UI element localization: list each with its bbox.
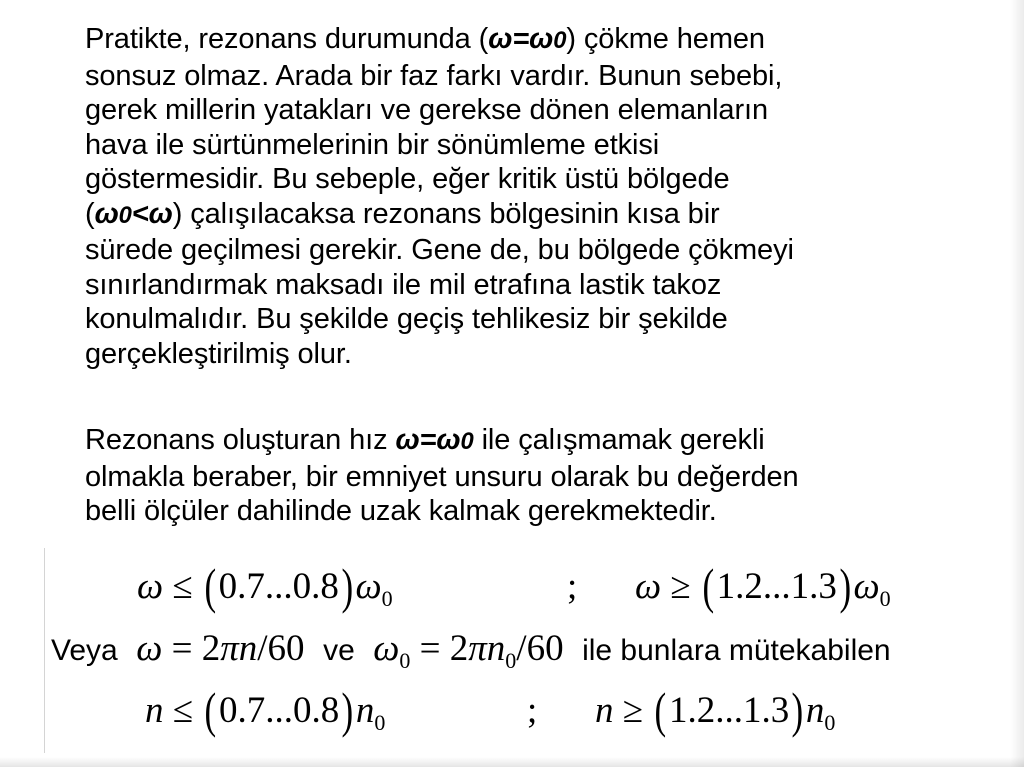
text-segment: Rezonans oluşturan hız bbox=[85, 424, 396, 456]
text-line: gerçekleştirilmiş olur. bbox=[85, 337, 352, 370]
omega-equals-omega0-symbol bbox=[488, 23, 566, 55]
text-segment: ) çökme hemen bbox=[566, 23, 765, 55]
formula-word: ile bunlara mütekabilen bbox=[582, 634, 891, 667]
formula-variable: n bbox=[238, 628, 258, 669]
formula-variable: π bbox=[220, 628, 239, 669]
formula-operator: ≤ bbox=[163, 566, 202, 607]
text-line: gerek millerin yatakları ve gerekse dönen elemanların bbox=[85, 94, 768, 126]
formula-subscript: 0 bbox=[879, 586, 891, 611]
text-segment: ( bbox=[85, 197, 95, 230]
formula-lhs bbox=[137, 558, 393, 614]
formula-separator: ; bbox=[567, 566, 578, 607]
omega-equals-omega0-symbol bbox=[395, 424, 473, 456]
formula-range: 0.7...0.8 bbox=[218, 690, 340, 731]
page-shadow-bottom bbox=[0, 757, 1024, 767]
formula-subscript: 0 bbox=[374, 710, 386, 735]
text-line: sonsuz olmaz. Arada bir faz farkı vardır. Bunun sebebi, bbox=[85, 59, 783, 92]
formula-separator: ; bbox=[527, 690, 538, 731]
text-segment: Pratikte, rezonans durumunda ( bbox=[85, 23, 489, 55]
paren-close: ) bbox=[341, 682, 354, 738]
paragraph-safety-margin bbox=[85, 423, 985, 529]
formula-operator: = 2 bbox=[162, 628, 221, 669]
text-line bbox=[85, 197, 985, 234]
formula-rhs bbox=[635, 558, 891, 624]
symbol-text: ω bbox=[94, 197, 119, 230]
formula-definitions bbox=[51, 624, 1011, 686]
formula-variable: ω bbox=[136, 628, 163, 669]
text-line: konulmalıdır. Bu şekilde geçiş tehlikesiz bir şekilde bbox=[85, 303, 728, 335]
text-segment: ) çalışılacaksa rezonans bölgesinin kısa bir bbox=[172, 197, 720, 230]
symbol-text: ω=ω bbox=[488, 23, 554, 55]
formula-operator: /60 bbox=[257, 628, 305, 669]
formula-operator: /60 bbox=[516, 628, 564, 669]
page-shadow-right bbox=[1010, 0, 1024, 767]
formula-rhs bbox=[595, 682, 836, 748]
formula-subscript: 0 bbox=[399, 648, 411, 673]
paren-close: ) bbox=[839, 558, 852, 614]
symbol-text: <ω bbox=[131, 197, 173, 230]
formula-subscript: 0 bbox=[824, 710, 836, 735]
text-line: sınırlandırmak maksadı ile mil etrafına lastik takoz bbox=[85, 268, 722, 301]
paren-open: ( bbox=[654, 682, 667, 738]
text-line: sürede geçilmesi gerekir. Gene de, bu bölgede çökmeyi bbox=[85, 234, 794, 266]
paren-open: ( bbox=[204, 682, 217, 738]
text-line bbox=[85, 423, 985, 460]
text-line bbox=[85, 22, 985, 59]
formula-n-range bbox=[145, 682, 836, 748]
text-line: belli ölçüler dahilinde uzak kalmak gerekmektedir. bbox=[85, 495, 717, 527]
formula-variable: n bbox=[145, 690, 164, 731]
text-segment: ile çalışmamak gerekli bbox=[473, 424, 765, 456]
formula-variable: ω bbox=[853, 566, 880, 607]
formula-word: Veya bbox=[51, 634, 118, 667]
formula-variable: ω bbox=[373, 628, 400, 669]
formula-variable: n bbox=[355, 690, 375, 731]
formula-variable: π bbox=[468, 628, 487, 669]
paren-close: ) bbox=[341, 558, 354, 614]
formula-variable: n bbox=[486, 628, 506, 669]
formula-subscript: 0 bbox=[505, 648, 517, 673]
formula-range: 1.2...1.3 bbox=[668, 690, 790, 731]
paren-open: ( bbox=[702, 558, 715, 614]
formula-range: 0.7...0.8 bbox=[218, 566, 339, 607]
formula-variable: n bbox=[805, 690, 825, 731]
formula-operator: ≥ bbox=[613, 690, 653, 731]
omega0-less-than-omega-symbol bbox=[95, 198, 173, 230]
formula-variable: ω bbox=[355, 566, 382, 607]
formula-lhs bbox=[145, 682, 386, 738]
formula-operator: = 2 bbox=[410, 628, 469, 669]
text-line: hava ile sürtünmelerinin bir sönümleme etkisi bbox=[85, 128, 660, 161]
formula-word: ve bbox=[323, 634, 355, 667]
text-line: olmakla beraber, bir emniyet unsuru olarak bu değerden bbox=[85, 460, 799, 493]
formula-image bbox=[44, 548, 1007, 753]
paren-close: ) bbox=[791, 682, 804, 738]
formula-variable: n bbox=[595, 690, 614, 731]
formula-subscript: 0 bbox=[381, 586, 393, 611]
symbol-subscript: 0 bbox=[460, 428, 474, 455]
symbol-subscript: 0 bbox=[118, 201, 132, 229]
paragraph-resonance-damping bbox=[85, 22, 985, 371]
paren-open: ( bbox=[204, 558, 217, 614]
formula-variable: ω bbox=[137, 566, 164, 607]
formula-range: 1.2...1.3 bbox=[716, 566, 837, 607]
formula-variable: ω bbox=[635, 566, 662, 607]
symbol-text: ω=ω bbox=[395, 424, 461, 456]
text-line: göstermesidir. Bu sebeple, eğer kritik üstü bölgede bbox=[85, 163, 730, 195]
formula-omega-range bbox=[137, 558, 891, 624]
formula-operator: ≥ bbox=[661, 566, 700, 607]
symbol-subscript: 0 bbox=[553, 27, 567, 54]
formula-operator: ≤ bbox=[163, 690, 203, 731]
